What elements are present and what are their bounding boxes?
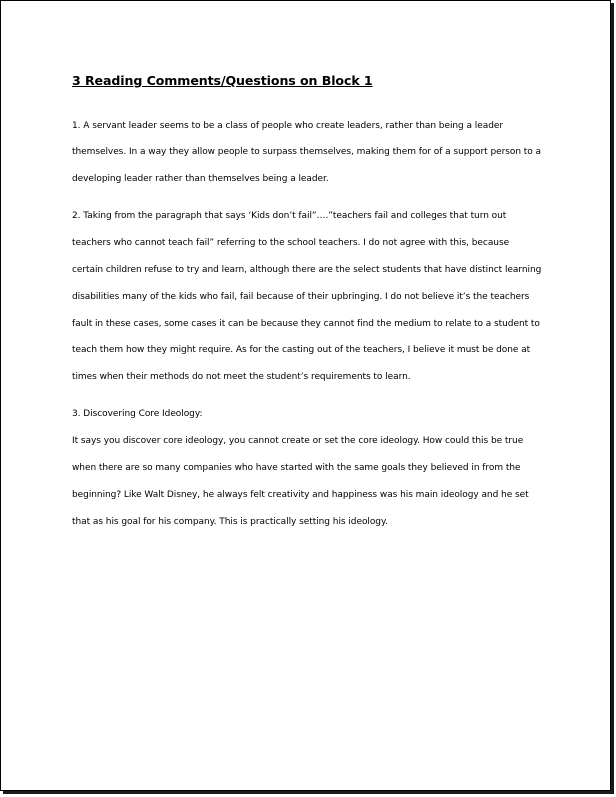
paragraph-line: certain children refuse to try and learn, although there are the select students that have distinct learning (72, 265, 542, 275)
paragraph-line: when there are so many companies who have started with the same goals they believed in from the (72, 463, 521, 473)
paragraph-line: developing leader rather than themselves being a leader. (72, 174, 329, 184)
paragraph-line: teach them how they might require. As for the casting out of the teachers, I believe it must be done at (72, 345, 531, 355)
paragraph-line: beginning? Like Walt Disney, he always felt creativity and happiness was his main ideology and he set (72, 490, 529, 500)
paragraph-line: It says you discover core ideology, you cannot create or set the core ideology. How could this be true (72, 436, 524, 446)
paragraph-line: fault in these cases, some cases it can be because they cannot find the medium to relate to a student to (72, 319, 540, 329)
paragraph-line: themselves. In a way they allow people to surpass themselves, making them for of a support person to a (72, 147, 542, 157)
paragraph-line: teachers who cannot teach fail” referring to the school teachers. I do not agree with this, because (72, 238, 510, 248)
document-title: 3 Reading Comments/Questions on Block 1 (72, 73, 373, 88)
section-heading: 3. Discovering Core Ideology: (72, 409, 203, 419)
paragraph-line: disabilities many of the kids who fail, fail because of their upbringing. I do not believe it’s the teachers (72, 292, 530, 302)
paragraph-line: that as his goal for his company. This is practically setting his ideology. (72, 517, 388, 527)
paragraph-line: 1. A servant leader seems to be a class of people who create leaders, rather than being a leader (72, 121, 504, 131)
paragraph-line: times when their methods do not meet the student’s requirements to learn. (72, 372, 411, 382)
paragraph-line: 2. Taking from the paragraph that says ‘Kids don’t fail”….”teachers fail and colleges that turn out (72, 211, 507, 221)
